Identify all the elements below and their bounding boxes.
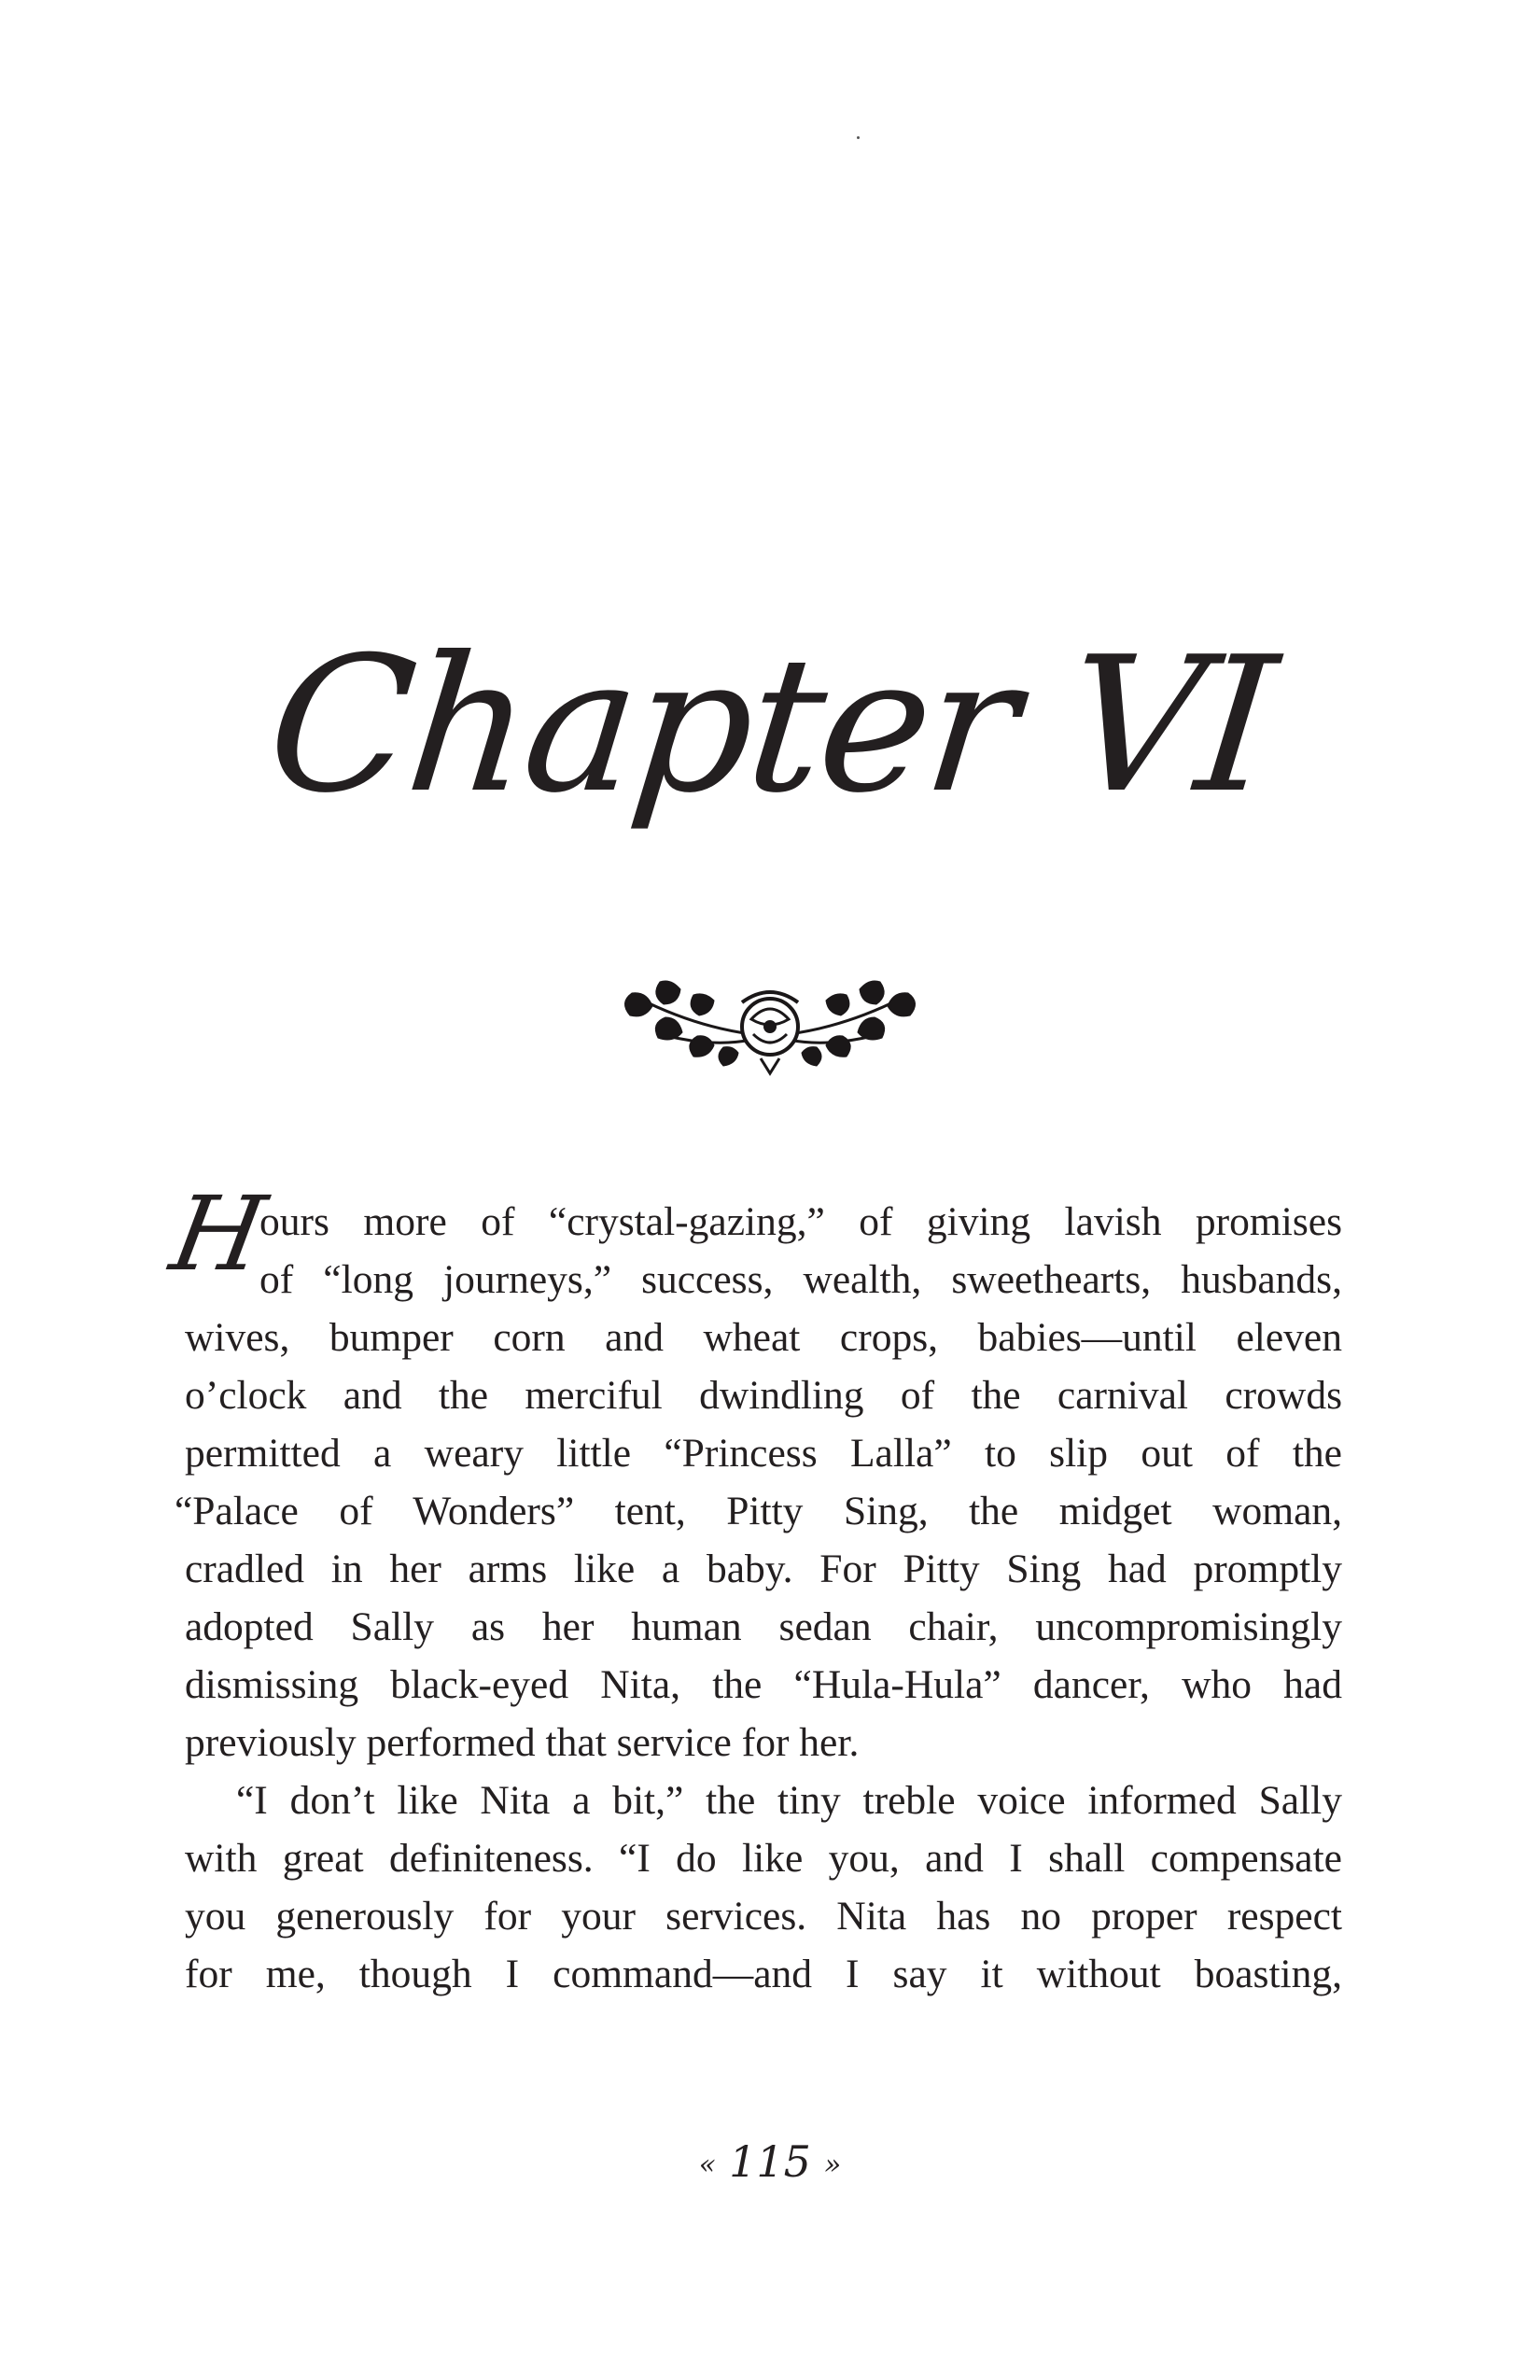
text-line: adopted Sally as her human sedan chair, uncompromisingly (185, 1604, 1342, 1649)
text-line: you generously for your services. Nita has no proper respect (185, 1894, 1342, 1939)
text-line: for me, though I command—and I say it without boasting, (185, 1952, 1342, 1996)
text-line: permitted a weary little “Princess Lalla” to slip out of the (185, 1431, 1342, 1476)
page-number (0, 2134, 1540, 2193)
folio-number: 115 (729, 2136, 811, 2187)
floral-vignette-icon (611, 961, 929, 1083)
text-line: “I don’t like Nita a bit,” the tiny treble voice informed Sally (236, 1778, 1342, 1823)
text-line: ours more of “crystal-gazing,” of giving lavish promises (259, 1199, 1342, 1244)
text-line: of “long journeys,” success, wealth, sweethearts, husbands, (259, 1257, 1342, 1302)
text-line: cradled in her arms like a baby. For Pitty Sing had promptly (185, 1547, 1342, 1591)
text-line: dismissing black-eyed Nita, the “Hula-Hula” dancer, who had (185, 1662, 1342, 1707)
text-line: “Palace of Wonders” tent, Pitty Sing, the midget woman, (175, 1489, 1342, 1533)
text-line: wives, bumper corn and wheat crops, babies—until eleven (185, 1315, 1342, 1360)
body-text (175, 1193, 1342, 2003)
text-line: previously performed that service for her. (185, 1720, 860, 1765)
text-line: o’clock and the merciful dwindling of the carnival crowds (185, 1373, 1342, 1418)
folio-left-mark: « (698, 2149, 717, 2181)
chapter-title: Chapter VI (259, 617, 1281, 834)
text-line: with great definiteness. “I do like you, and I shall compensate (185, 1836, 1342, 1881)
drop-cap: H (162, 1174, 274, 1294)
stray-mark (857, 136, 860, 139)
folio-right-mark: » (823, 2149, 842, 2181)
